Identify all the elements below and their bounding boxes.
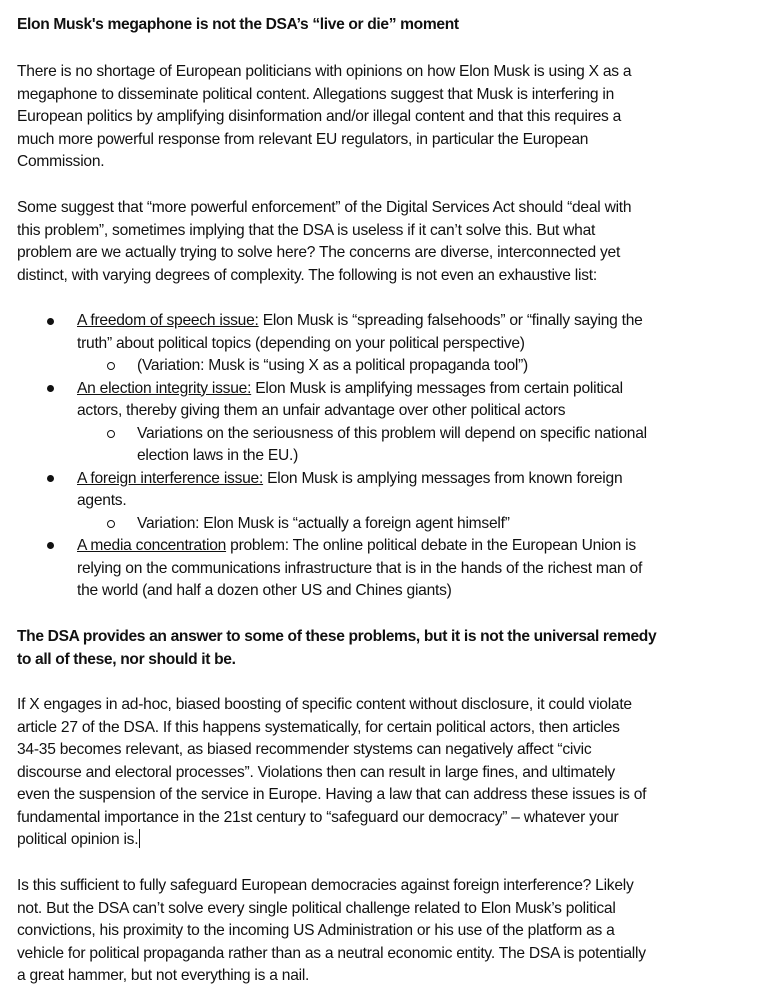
sub-list-item: Variations on the seriousness of this problem will depend on specific national — [137, 424, 647, 442]
paragraph-line: even the suspension of the service in Europe. Having a law that can address these issues is of — [17, 786, 647, 803]
document-title: Elon Musk's megaphone is not the DSA’s “live or die” moment — [17, 16, 459, 33]
list-item-text: the world (and half a dozen other US and Chines giants) — [77, 582, 452, 599]
sub-bullet-icon — [107, 520, 115, 528]
list-item-foreign-interference — [77, 468, 622, 490]
list-item-text: truth” about political topics (depending on your political perspective) — [77, 334, 525, 352]
bold-statement: to all of these, nor should it be. — [17, 650, 236, 668]
list-item-text: Elon Musk is amplifying messages from certain political — [251, 379, 623, 397]
bullet-icon — [47, 385, 54, 392]
bullet-icon — [47, 542, 54, 549]
list-item-text: problem: The online political debate in the European Union is — [226, 537, 636, 554]
sub-bullet-icon — [107, 430, 115, 438]
paragraph-line: vehicle for political propaganda rather than as a neutral economic entity. The DSA is potentially — [17, 944, 646, 962]
sub-list-item: Variation: Elon Musk is “actually a foreign agent himself” — [137, 514, 510, 532]
list-item-freedom-of-speech — [77, 310, 643, 332]
list-item-text: Elon Musk is “spreading falsehoods” or “finally saying the — [258, 312, 643, 329]
paragraph-line: Some suggest that “more powerful enforcement” of the Digital Services Act should “deal with — [17, 199, 632, 216]
paragraph-line: political opinion is. — [17, 831, 139, 848]
list-item-election-integrity — [77, 378, 623, 400]
paragraph-line: article 27 of the DSA. If this happens systematically, for certain political actors, then articles — [17, 718, 620, 736]
paragraph-line: a great hammer, but not everything is a nail. — [17, 967, 310, 984]
intro-line: megaphone to disseminate political content. Allegations suggest that Musk is interfering in — [17, 85, 615, 103]
bullet-icon — [47, 318, 54, 325]
list-item-text: relying on the communications infrastructure that is in the hands of the richest man of — [77, 559, 643, 577]
list-item-text: Elon Musk is amplying messages from known foreign — [263, 469, 623, 487]
intro-line: much more powerful response from relevant EU regulators, in particular the European — [17, 130, 589, 148]
paragraph-line: not. But the DSA can’t solve every single political challenge related to Elon Musk’s political — [17, 899, 616, 917]
list-item-media-concentration — [77, 535, 636, 557]
intro-line: There is no shortage of European politicians with opinions on how Elon Musk is using X as a — [17, 63, 632, 80]
list-item-heading: A media concentration — [77, 537, 227, 554]
paragraph-line: If X engages in ad-hoc, biased boosting of specific content without disclosure, it could violate — [17, 696, 632, 713]
sub-list-item: election laws in the EU.) — [137, 447, 299, 464]
list-item-text: agents. — [77, 492, 127, 509]
list-item-text: actors, thereby giving them an unfair advantage over other political actors — [77, 402, 566, 419]
bold-statement: The DSA provides an answer to some of these problems, but it is not the universal remedy — [17, 628, 657, 645]
paragraph-line: 34-35 becomes relevant, as biased recommender stystems can negatively affect “civic — [17, 741, 592, 758]
sub-bullet-icon — [107, 362, 115, 370]
list-item-heading: A foreign interference issue: — [77, 469, 264, 487]
paragraph-line: problem are we actually trying to solve here? The concerns are diverse, interconnected yet — [17, 244, 621, 261]
paragraph-line: convictions, his proximity to the incoming US Administration or his use of the platform as a — [17, 922, 615, 939]
paragraph-line: this problem”, sometimes implying that the DSA is useless if it can’t solve this. But what — [17, 221, 596, 239]
intro-line: Commission. — [17, 153, 105, 170]
sub-list-item: (Variation: Musk is “using X as a political propaganda tool”) — [137, 357, 528, 374]
paragraph-line: discourse and electoral processes”. Violations then can result in large fines, and ultimately — [17, 763, 615, 781]
text-cursor — [139, 829, 140, 848]
bullet-icon — [47, 475, 54, 482]
paragraph-line: fundamental importance in the 21st century to “safeguard our democracy” – whatever your — [17, 808, 619, 826]
intro-line: European politics by amplifying disinformation and/or illegal content and that this requires a — [17, 108, 622, 125]
paragraph-line-with-caret[interactable] — [17, 829, 140, 851]
paragraph-line: distinct, with varying degrees of complexity. The following is not even an exhaustive list: — [17, 266, 597, 284]
paragraph-line: Is this sufficient to fully safeguard European democracies against foreign interference? Likely — [17, 877, 634, 894]
list-item-heading: An election integrity issue: — [77, 379, 252, 397]
list-item-heading: A freedom of speech issue: — [77, 312, 259, 329]
